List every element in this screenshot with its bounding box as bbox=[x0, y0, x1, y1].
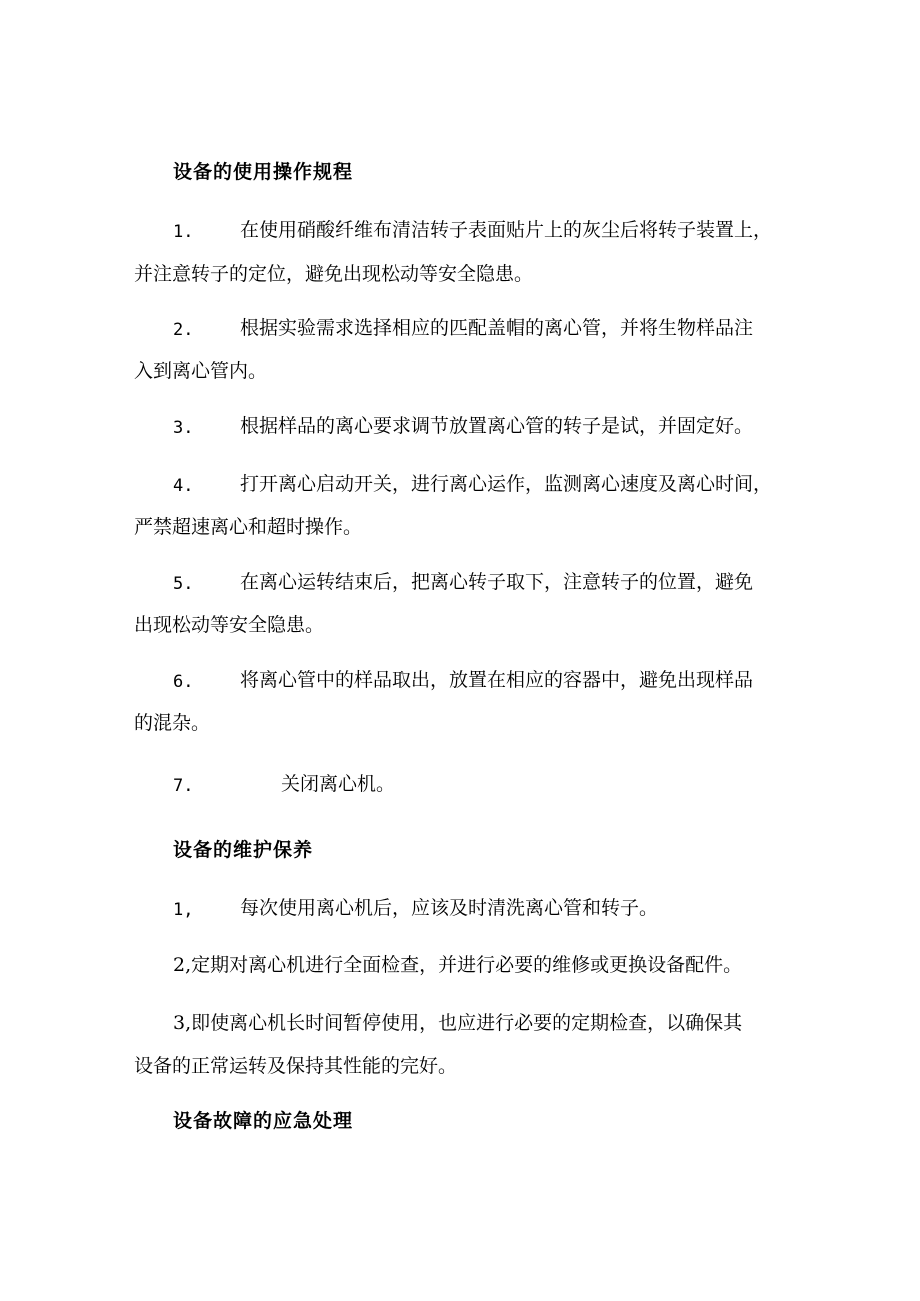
maintenance-text: 每次使用离心机后，应该及时清洗离心管和转子。 bbox=[240, 897, 659, 919]
item-text-continued: 严禁超速离心和超时操作。 bbox=[134, 516, 363, 538]
item-number: 7. bbox=[173, 776, 194, 796]
maintenance-text: 3,即使离心机长时间暂停使用，也应进行必要的定期检查，以确保其 bbox=[173, 1012, 743, 1034]
item-number: 4. bbox=[173, 476, 194, 496]
maintenance-text-continued: 设备的正常运转及保持其性能的完好。 bbox=[134, 1055, 458, 1077]
item-number: 3. bbox=[173, 418, 194, 438]
section-title-emergency: 设备故障的应急处理 bbox=[173, 1110, 354, 1132]
item-text-continued: 的混杂。 bbox=[134, 712, 211, 734]
item-text-continued: 并注意转子的定位，避免出现松动等安全隐患。 bbox=[134, 263, 534, 285]
item-text: 在使用硝酸纤维布清洁转子表面贴片上的灰尘后将转子装置上， bbox=[240, 219, 773, 241]
item-number: 2. bbox=[173, 320, 194, 340]
item-text: 关闭离心机。 bbox=[281, 773, 396, 795]
item-text: 根据实验需求选择相应的匹配盖帽的离心管，并将生物样品注 bbox=[240, 317, 754, 339]
item-text: 在离心运转结束后，把离心转子取下，注意转子的位置，避免 bbox=[240, 571, 754, 593]
item-text-continued: 入到离心管内。 bbox=[134, 360, 268, 382]
item-number: 1. bbox=[173, 222, 194, 242]
section-title-operation: 设备的使用操作规程 bbox=[173, 161, 354, 183]
item-text-continued: 出现松动等安全隐患。 bbox=[134, 614, 325, 636]
item-text: 根据样品的离心要求调节放置离心管的转子是试，并固定好。 bbox=[240, 415, 754, 437]
maintenance-number: 1, bbox=[173, 900, 194, 920]
item-text: 打开离心启动开关，进行离心运作，监测离心速度及离心时间， bbox=[240, 473, 773, 495]
item-text: 将离心管中的样品取出，放置在相应的容器中，避免出现样品 bbox=[240, 669, 754, 691]
maintenance-text: 2,定期对离心机进行全面检查，并进行必要的维修或更换设备配件。 bbox=[173, 954, 743, 976]
item-number: 5. bbox=[173, 574, 194, 594]
section-title-maintenance: 设备的维护保养 bbox=[173, 839, 314, 861]
item-number: 6. bbox=[173, 672, 194, 692]
